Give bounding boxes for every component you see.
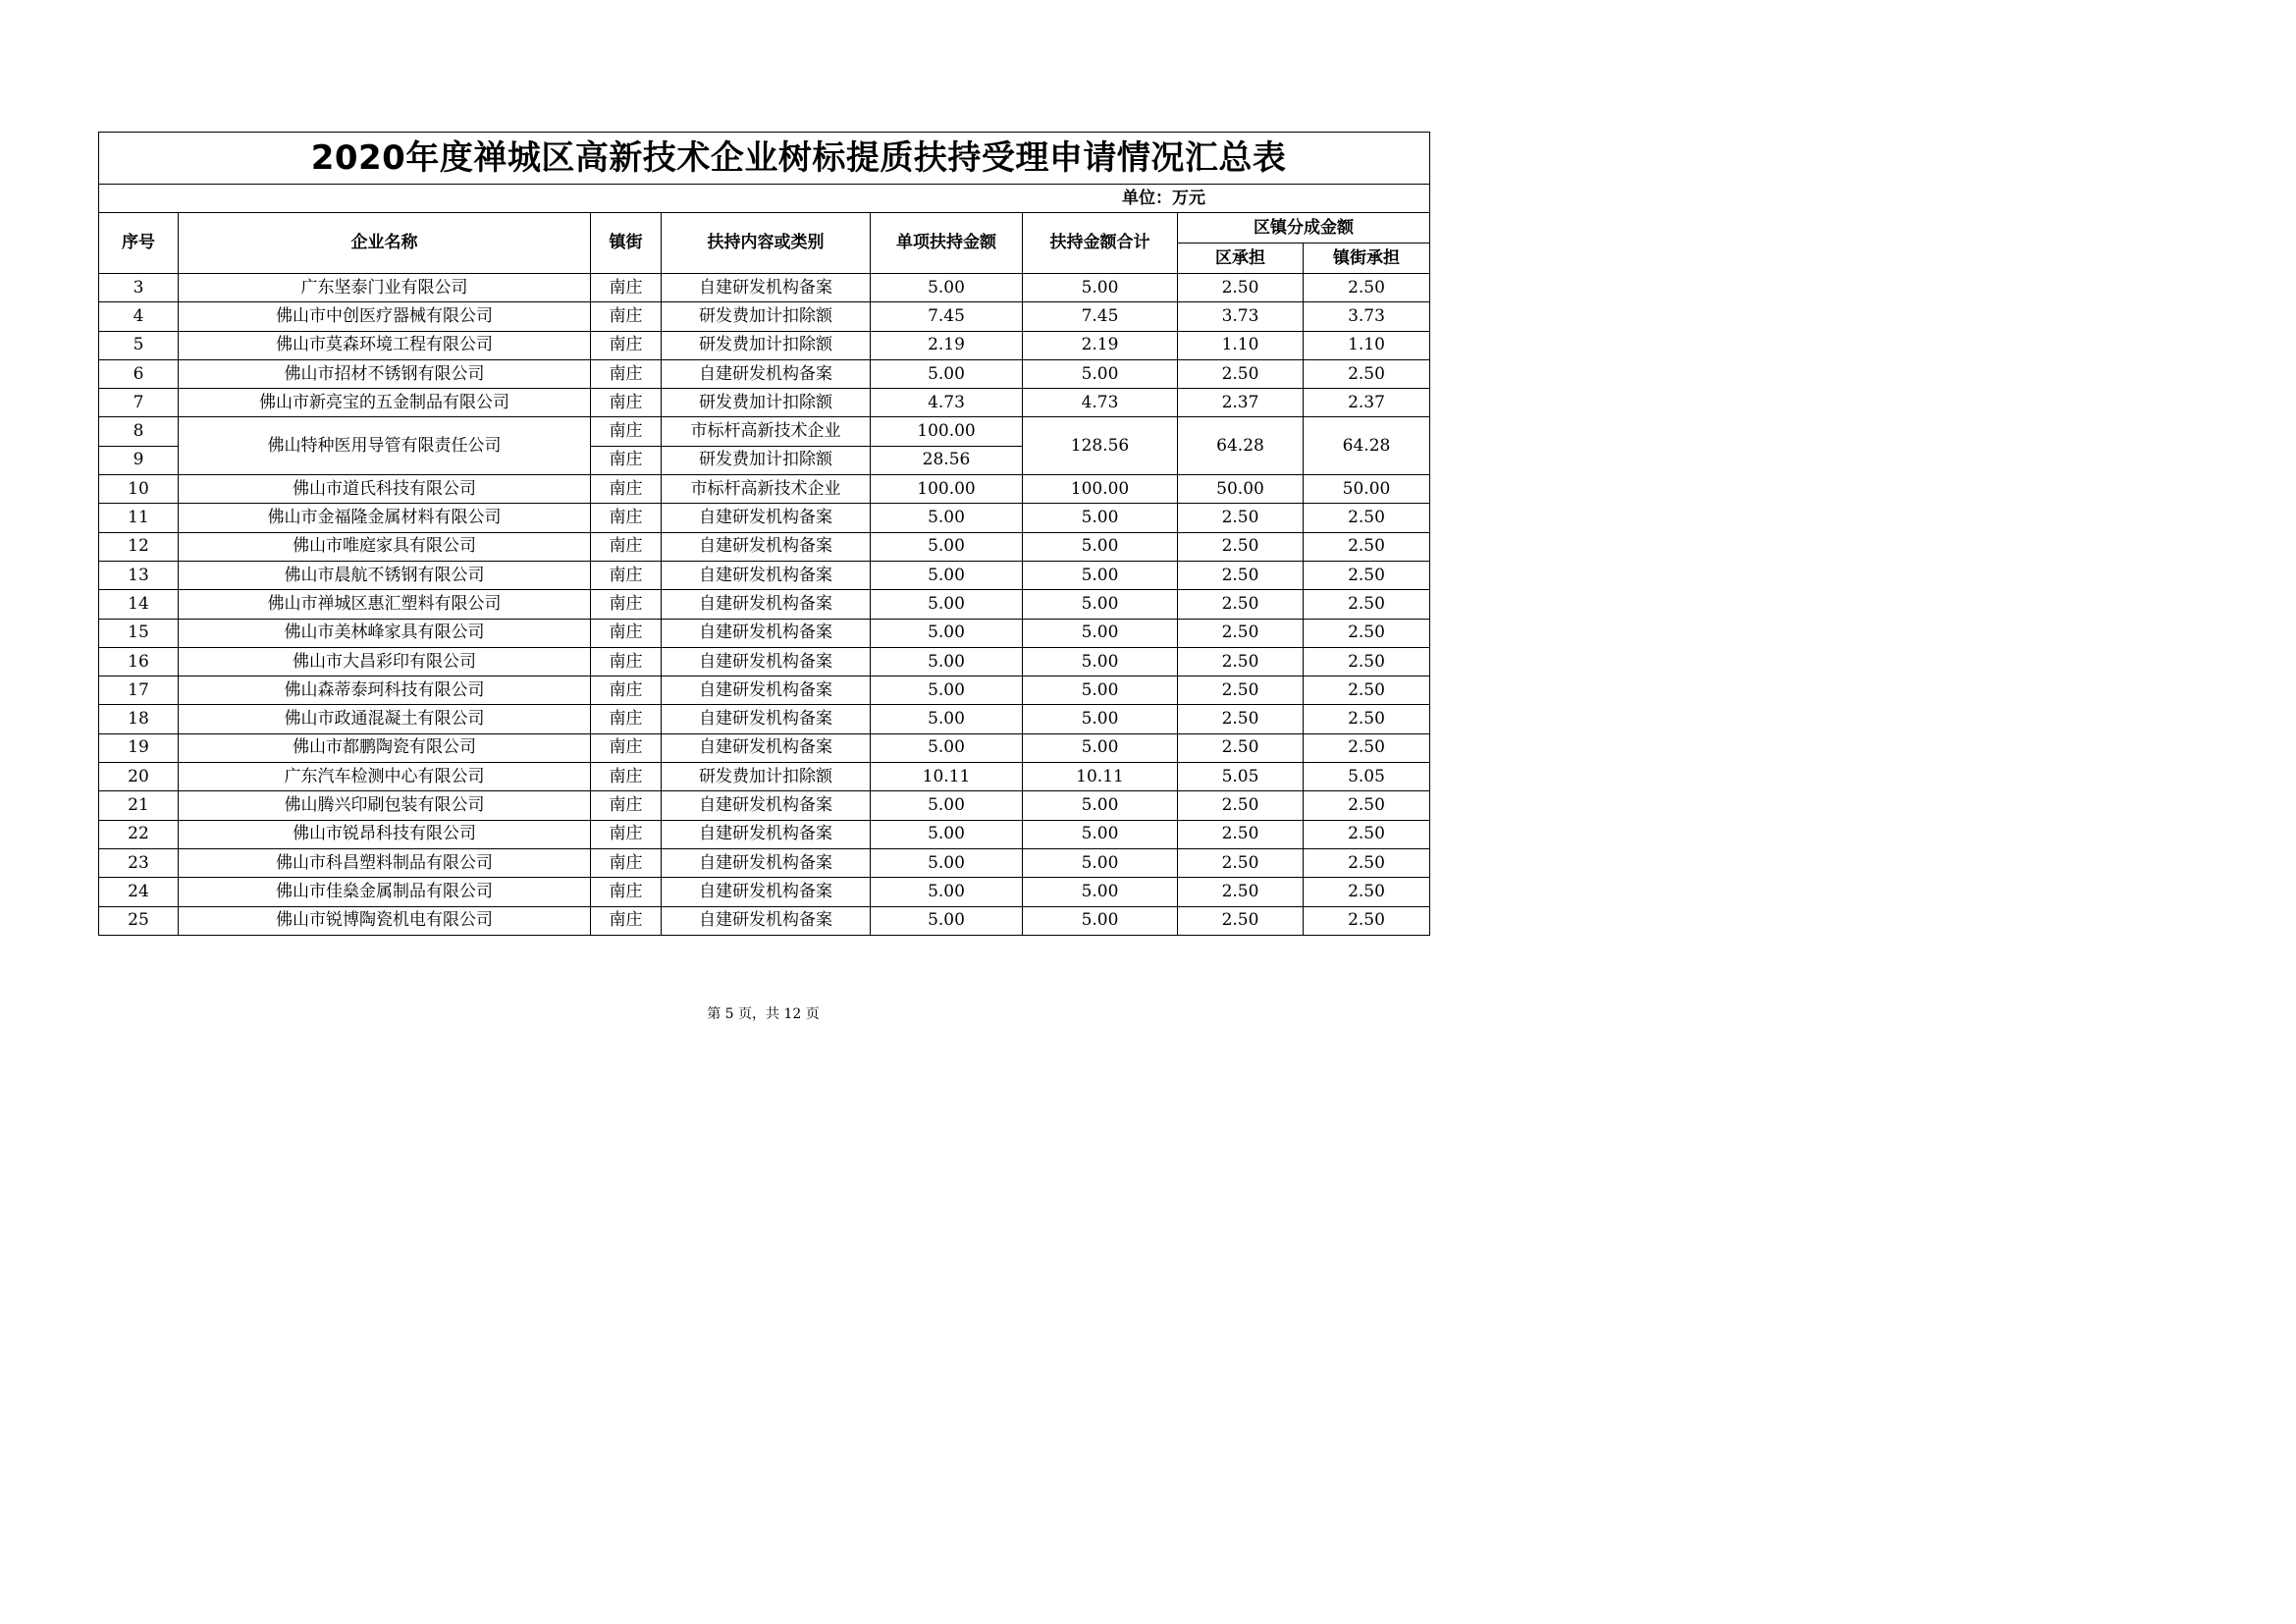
cell-category: 自建研发机构备案 <box>662 820 871 848</box>
cell-town-share: 50.00 <box>1304 475 1430 504</box>
cell-total-amount: 5.00 <box>1023 733 1178 762</box>
cell-town: 南庄 <box>591 475 662 504</box>
cell-total-amount: 10.11 <box>1023 763 1178 791</box>
cell-single-amount: 5.00 <box>871 906 1023 935</box>
cell-total-amount: 5.00 <box>1023 619 1178 647</box>
cell-town-share: 1.10 <box>1304 331 1430 359</box>
cell-single-amount: 5.00 <box>871 677 1023 705</box>
header-row <box>99 213 1430 244</box>
table-row <box>99 619 1430 647</box>
summary-sheet <box>98 132 1429 959</box>
table-row <box>99 791 1430 820</box>
cell-company: 佛山市佳燊金属制品有限公司 <box>179 878 591 906</box>
cell-single-amount: 5.00 <box>871 791 1023 820</box>
table-row <box>99 647 1430 676</box>
cell-category: 市标杆高新技术企业 <box>662 475 871 504</box>
cell-total-amount: 5.00 <box>1023 677 1178 705</box>
cell-company: 佛山市美林峰家具有限公司 <box>179 619 591 647</box>
cell-total-amount: 5.00 <box>1023 274 1178 302</box>
cell-seq: 10 <box>99 475 179 504</box>
header-seq: 序号 <box>99 213 179 274</box>
cell-district-share: 2.50 <box>1178 848 1304 877</box>
cell-company: 佛山市锐昂科技有限公司 <box>179 820 591 848</box>
cell-district-share: 2.50 <box>1178 619 1304 647</box>
cell-district-share: 2.50 <box>1178 677 1304 705</box>
cell-single-amount: 100.00 <box>871 475 1023 504</box>
cell-district-share: 2.50 <box>1178 733 1304 762</box>
cell-seq: 22 <box>99 820 179 848</box>
cell-company: 佛山市晨航不锈钢有限公司 <box>179 561 591 589</box>
cell-town-share: 2.50 <box>1304 733 1430 762</box>
cell-company: 佛山特种医用导管有限责任公司 <box>179 417 591 475</box>
cell-town-share: 2.50 <box>1304 791 1430 820</box>
cell-district-share: 3.73 <box>1178 302 1304 331</box>
cell-town: 南庄 <box>591 820 662 848</box>
cell-total-amount: 5.00 <box>1023 705 1178 733</box>
cell-town: 南庄 <box>591 619 662 647</box>
table-row <box>99 848 1430 877</box>
cell-seq: 21 <box>99 791 179 820</box>
cell-town: 南庄 <box>591 274 662 302</box>
cell-category: 研发费加计扣除额 <box>662 302 871 331</box>
cell-seq: 18 <box>99 705 179 733</box>
cell-town-share: 2.50 <box>1304 906 1430 935</box>
table-row <box>99 504 1430 532</box>
cell-seq: 17 <box>99 677 179 705</box>
table-row <box>99 389 1430 417</box>
cell-category: 自建研发机构备案 <box>662 705 871 733</box>
cell-total-amount: 5.00 <box>1023 820 1178 848</box>
cell-company: 佛山市道氏科技有限公司 <box>179 475 591 504</box>
cell-total-amount: 100.00 <box>1023 475 1178 504</box>
cell-town-share: 2.50 <box>1304 705 1430 733</box>
cell-single-amount: 5.00 <box>871 705 1023 733</box>
cell-category: 研发费加计扣除额 <box>662 763 871 791</box>
cell-total-amount: 2.19 <box>1023 331 1178 359</box>
cell-total-amount: 5.00 <box>1023 504 1178 532</box>
cell-district-share: 1.10 <box>1178 331 1304 359</box>
title-row <box>99 133 1430 185</box>
cell-seq: 9 <box>99 446 179 474</box>
cell-town-share: 2.50 <box>1304 274 1430 302</box>
cell-company: 佛山市莫森环境工程有限公司 <box>179 331 591 359</box>
cell-single-amount: 5.00 <box>871 590 1023 619</box>
table-row <box>99 820 1430 848</box>
cell-town-share: 2.50 <box>1304 878 1430 906</box>
header-company: 企业名称 <box>179 213 591 274</box>
cell-single-amount: 7.45 <box>871 302 1023 331</box>
cell-district-share: 2.50 <box>1178 590 1304 619</box>
table-row <box>99 274 1430 302</box>
cell-category: 自建研发机构备案 <box>662 359 871 388</box>
cell-category: 自建研发机构备案 <box>662 878 871 906</box>
cell-category: 自建研发机构备案 <box>662 906 871 935</box>
cell-town: 南庄 <box>591 590 662 619</box>
cell-district-share: 2.50 <box>1178 274 1304 302</box>
cell-town: 南庄 <box>591 417 662 446</box>
cell-single-amount: 5.00 <box>871 359 1023 388</box>
cell-seq: 4 <box>99 302 179 331</box>
cell-town: 南庄 <box>591 504 662 532</box>
cell-district-share: 2.50 <box>1178 791 1304 820</box>
cell-seq: 16 <box>99 647 179 676</box>
cell-seq: 15 <box>99 619 179 647</box>
cell-seq: 24 <box>99 878 179 906</box>
cell-town: 南庄 <box>591 647 662 676</box>
cell-town-share: 2.50 <box>1304 820 1430 848</box>
cell-company: 佛山市禅城区惠汇塑料有限公司 <box>179 590 591 619</box>
cell-company: 佛山市政通混凝土有限公司 <box>179 705 591 733</box>
cell-company: 广东坚泰门业有限公司 <box>179 274 591 302</box>
cell-single-amount: 5.00 <box>871 561 1023 589</box>
cell-category: 自建研发机构备案 <box>662 677 871 705</box>
cell-district-share: 2.50 <box>1178 504 1304 532</box>
cell-town: 南庄 <box>591 532 662 561</box>
cell-town-share: 64.28 <box>1304 417 1430 475</box>
cell-district-share: 64.28 <box>1178 417 1304 475</box>
cell-company: 佛山市唯庭家具有限公司 <box>179 532 591 561</box>
cell-town: 南庄 <box>591 359 662 388</box>
cell-category: 研发费加计扣除额 <box>662 389 871 417</box>
cell-town-share: 2.50 <box>1304 561 1430 589</box>
table-row <box>99 561 1430 589</box>
cell-seq: 5 <box>99 331 179 359</box>
cell-single-amount: 28.56 <box>871 446 1023 474</box>
cell-category: 自建研发机构备案 <box>662 647 871 676</box>
cell-district-share: 2.50 <box>1178 906 1304 935</box>
cell-company: 佛山森蒂泰珂科技有限公司 <box>179 677 591 705</box>
cell-town-share: 5.05 <box>1304 763 1430 791</box>
cell-single-amount: 5.00 <box>871 733 1023 762</box>
cell-company: 佛山市新亮宝的五金制品有限公司 <box>179 389 591 417</box>
cell-town: 南庄 <box>591 848 662 877</box>
cell-company: 佛山市科昌塑料制品有限公司 <box>179 848 591 877</box>
cell-total-amount: 5.00 <box>1023 647 1178 676</box>
cell-town-share: 2.50 <box>1304 677 1430 705</box>
cell-category: 自建研发机构备案 <box>662 848 871 877</box>
header-town-share: 镇街承担 <box>1304 244 1430 274</box>
table-row <box>99 475 1430 504</box>
cell-company: 佛山腾兴印刷包装有限公司 <box>179 791 591 820</box>
cell-town: 南庄 <box>591 302 662 331</box>
cell-total-amount: 128.56 <box>1023 417 1178 475</box>
cell-category: 市标杆高新技术企业 <box>662 417 871 446</box>
summary-table <box>98 132 1430 936</box>
cell-category: 自建研发机构备案 <box>662 561 871 589</box>
cell-district-share: 2.50 <box>1178 647 1304 676</box>
cell-company: 佛山市中创医疗器械有限公司 <box>179 302 591 331</box>
cell-total-amount: 5.00 <box>1023 590 1178 619</box>
cell-category: 研发费加计扣除额 <box>662 446 871 474</box>
cell-single-amount: 2.19 <box>871 331 1023 359</box>
cell-town: 南庄 <box>591 677 662 705</box>
cell-seq: 8 <box>99 417 179 446</box>
table-row <box>99 417 1430 446</box>
cell-district-share: 5.05 <box>1178 763 1304 791</box>
cell-district-share: 50.00 <box>1178 475 1304 504</box>
cell-town-share: 3.73 <box>1304 302 1430 331</box>
cell-town: 南庄 <box>591 331 662 359</box>
cell-district-share: 2.50 <box>1178 359 1304 388</box>
cell-town-share: 2.50 <box>1304 532 1430 561</box>
sheet-title: 2020年度禅城区高新技术企业树标提质扶持受理申请情况汇总表 <box>99 133 1430 185</box>
cell-category: 自建研发机构备案 <box>662 532 871 561</box>
cell-single-amount: 5.00 <box>871 274 1023 302</box>
cell-seq: 11 <box>99 504 179 532</box>
cell-company: 佛山市锐博陶瓷机电有限公司 <box>179 906 591 935</box>
cell-total-amount: 4.73 <box>1023 389 1178 417</box>
cell-total-amount: 5.00 <box>1023 906 1178 935</box>
cell-seq: 13 <box>99 561 179 589</box>
cell-company: 佛山市金福隆金属材料有限公司 <box>179 504 591 532</box>
cell-town: 南庄 <box>591 906 662 935</box>
cell-category: 自建研发机构备案 <box>662 733 871 762</box>
header-single-amount: 单项扶持金额 <box>871 213 1023 274</box>
cell-seq: 3 <box>99 274 179 302</box>
table-row <box>99 705 1430 733</box>
header-total-amount: 扶持金额合计 <box>1023 213 1178 274</box>
table-row <box>99 763 1430 791</box>
cell-seq: 6 <box>99 359 179 388</box>
cell-district-share: 2.50 <box>1178 820 1304 848</box>
cell-total-amount: 5.00 <box>1023 561 1178 589</box>
cell-category: 自建研发机构备案 <box>662 504 871 532</box>
table-row <box>99 677 1430 705</box>
table-row <box>99 532 1430 561</box>
cell-total-amount: 5.00 <box>1023 532 1178 561</box>
cell-district-share: 2.50 <box>1178 561 1304 589</box>
page-footer: 第 5 页，共 12 页 <box>707 1006 820 1022</box>
cell-total-amount: 5.00 <box>1023 791 1178 820</box>
cell-seq: 12 <box>99 532 179 561</box>
cell-single-amount: 5.00 <box>871 820 1023 848</box>
header-category: 扶持内容或类别 <box>662 213 871 274</box>
cell-single-amount: 5.00 <box>871 504 1023 532</box>
cell-seq: 20 <box>99 763 179 791</box>
cell-single-amount: 10.11 <box>871 763 1023 791</box>
cell-town: 南庄 <box>591 561 662 589</box>
cell-single-amount: 5.00 <box>871 532 1023 561</box>
cell-town: 南庄 <box>591 705 662 733</box>
cell-total-amount: 5.00 <box>1023 359 1178 388</box>
cell-district-share: 2.37 <box>1178 389 1304 417</box>
cell-category: 自建研发机构备案 <box>662 619 871 647</box>
cell-total-amount: 5.00 <box>1023 878 1178 906</box>
cell-company: 佛山市都鹏陶瓷有限公司 <box>179 733 591 762</box>
table-row <box>99 878 1430 906</box>
table-row <box>99 302 1430 331</box>
cell-company: 佛山市招材不锈钢有限公司 <box>179 359 591 388</box>
cell-single-amount: 5.00 <box>871 647 1023 676</box>
cell-town-share: 2.37 <box>1304 389 1430 417</box>
cell-town: 南庄 <box>591 389 662 417</box>
cell-single-amount: 5.00 <box>871 878 1023 906</box>
table-row <box>99 733 1430 762</box>
cell-town-share: 2.50 <box>1304 619 1430 647</box>
cell-single-amount: 4.73 <box>871 389 1023 417</box>
cell-category: 自建研发机构备案 <box>662 590 871 619</box>
cell-seq: 19 <box>99 733 179 762</box>
cell-town: 南庄 <box>591 763 662 791</box>
cell-category: 研发费加计扣除额 <box>662 331 871 359</box>
cell-seq: 25 <box>99 906 179 935</box>
header-town: 镇街 <box>591 213 662 274</box>
cell-total-amount: 5.00 <box>1023 848 1178 877</box>
table-row <box>99 331 1430 359</box>
cell-single-amount: 5.00 <box>871 848 1023 877</box>
cell-district-share: 2.50 <box>1178 878 1304 906</box>
cell-town: 南庄 <box>591 446 662 474</box>
table-row <box>99 359 1430 388</box>
cell-town-share: 2.50 <box>1304 359 1430 388</box>
cell-category: 自建研发机构备案 <box>662 274 871 302</box>
cell-town-share: 2.50 <box>1304 590 1430 619</box>
cell-district-share: 2.50 <box>1178 705 1304 733</box>
cell-town: 南庄 <box>591 878 662 906</box>
header-split-group: 区镇分成金额 <box>1178 213 1430 244</box>
cell-town-share: 2.50 <box>1304 647 1430 676</box>
unit-label: 单位：万元 <box>99 185 1430 213</box>
cell-seq: 14 <box>99 590 179 619</box>
cell-town-share: 2.50 <box>1304 848 1430 877</box>
cell-town: 南庄 <box>591 733 662 762</box>
cell-town: 南庄 <box>591 791 662 820</box>
cell-company: 佛山市大昌彩印有限公司 <box>179 647 591 676</box>
cell-company: 广东汽车检测中心有限公司 <box>179 763 591 791</box>
cell-total-amount: 7.45 <box>1023 302 1178 331</box>
table-row <box>99 590 1430 619</box>
table-row <box>99 906 1430 935</box>
cell-category: 自建研发机构备案 <box>662 791 871 820</box>
cell-seq: 7 <box>99 389 179 417</box>
cell-single-amount: 100.00 <box>871 417 1023 446</box>
header-district-share: 区承担 <box>1178 244 1304 274</box>
unit-row <box>99 185 1430 213</box>
cell-single-amount: 5.00 <box>871 619 1023 647</box>
cell-town-share: 2.50 <box>1304 504 1430 532</box>
cell-district-share: 2.50 <box>1178 532 1304 561</box>
cell-seq: 23 <box>99 848 179 877</box>
